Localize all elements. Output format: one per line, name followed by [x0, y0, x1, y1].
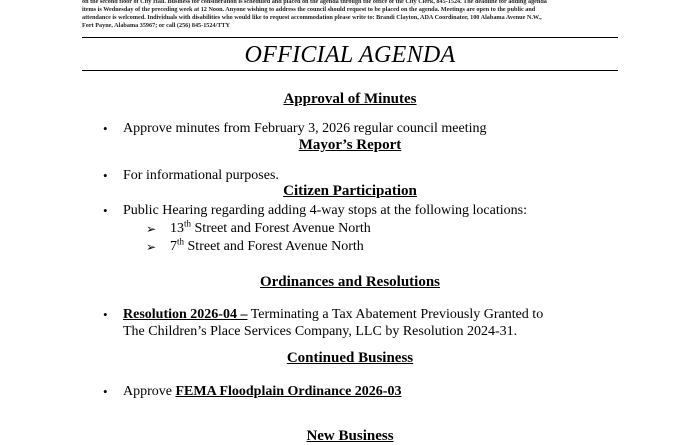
bullet-icon: • [103, 121, 108, 136]
list-item-approve-minutes: Approve minutes from February 3, 2026 regular council meeting [123, 121, 487, 136]
sub-item-location [170, 238, 364, 256]
fema-prefix: Approve [123, 384, 176, 399]
page-title: OFFICIAL AGENDA [244, 42, 456, 68]
arrow-bullet-icon: ➢ [146, 240, 157, 254]
resolution-text: Terminating a Tax Abatement Previously Granted to [247, 307, 544, 322]
bullet-icon: • [103, 307, 108, 322]
ordinal-suffix: th [177, 236, 185, 247]
bottom-divider [82, 70, 618, 71]
notice-line: items is Wednesday of the preceding week at 12 Noon. Anyone wishing to address the council should request to be placed on the agenda. Meetings are open to the public and [82, 6, 536, 13]
street-number: 13 [170, 221, 184, 236]
arrow-bullet-icon: ➢ [146, 222, 157, 236]
street-text: Street and Forest Avenue North [184, 239, 364, 254]
section-heading-ordinances: Ordinances and Resolutions [259, 274, 441, 290]
street-text: Street and Forest Avenue North [191, 221, 371, 236]
list-item-resolution [123, 306, 543, 324]
resolution-link: Resolution 2026-04 – [123, 307, 248, 322]
street-number: 7 [170, 239, 177, 254]
list-item-informational: For informational purposes. [123, 168, 279, 183]
list-item-fema [123, 383, 401, 401]
fema-ordinance-link: FEMA Floodplain Ordinance 2026-03 [175, 384, 402, 399]
section-heading-continued: Continued Business [286, 350, 414, 366]
notice-line: on the second floor of City Hall. Business for consideration is scheduled and placed on the agenda through the office of the City Clerk, 845-1524. The deadline for adding agenda [82, 0, 547, 5]
list-item-public-hearing: Public Hearing regarding adding 4-way stops at the following locations: [123, 203, 527, 218]
bullet-icon: • [103, 203, 108, 218]
meeting-notice [82, 0, 622, 30]
notice-line: attendance is welcomed. Individuals with disabilities who would like to request accommodation please write to: Brandi Clayton, ADA Coordinator, 100 Alabama Avenue N.W., [82, 14, 542, 21]
section-heading-citizen: Citizen Participation [283, 183, 417, 199]
notice-line: Fort Payne, Alabama 35967; or call (256) 845-1524/TTY [82, 22, 231, 29]
sub-item-location [170, 220, 371, 238]
section-heading-approval: Approval of Minutes [283, 91, 417, 107]
top-divider [82, 37, 618, 38]
list-item-resolution-continued: The Children’s Place Services Company, LLC by Resolution 2024-31. [123, 324, 518, 339]
bullet-icon: • [103, 384, 108, 399]
ordinal-suffix: th [184, 218, 192, 229]
bullet-icon: • [103, 168, 108, 183]
section-heading-mayor: Mayor’s Report [298, 137, 402, 153]
section-heading-new-business: New Business [306, 428, 394, 444]
